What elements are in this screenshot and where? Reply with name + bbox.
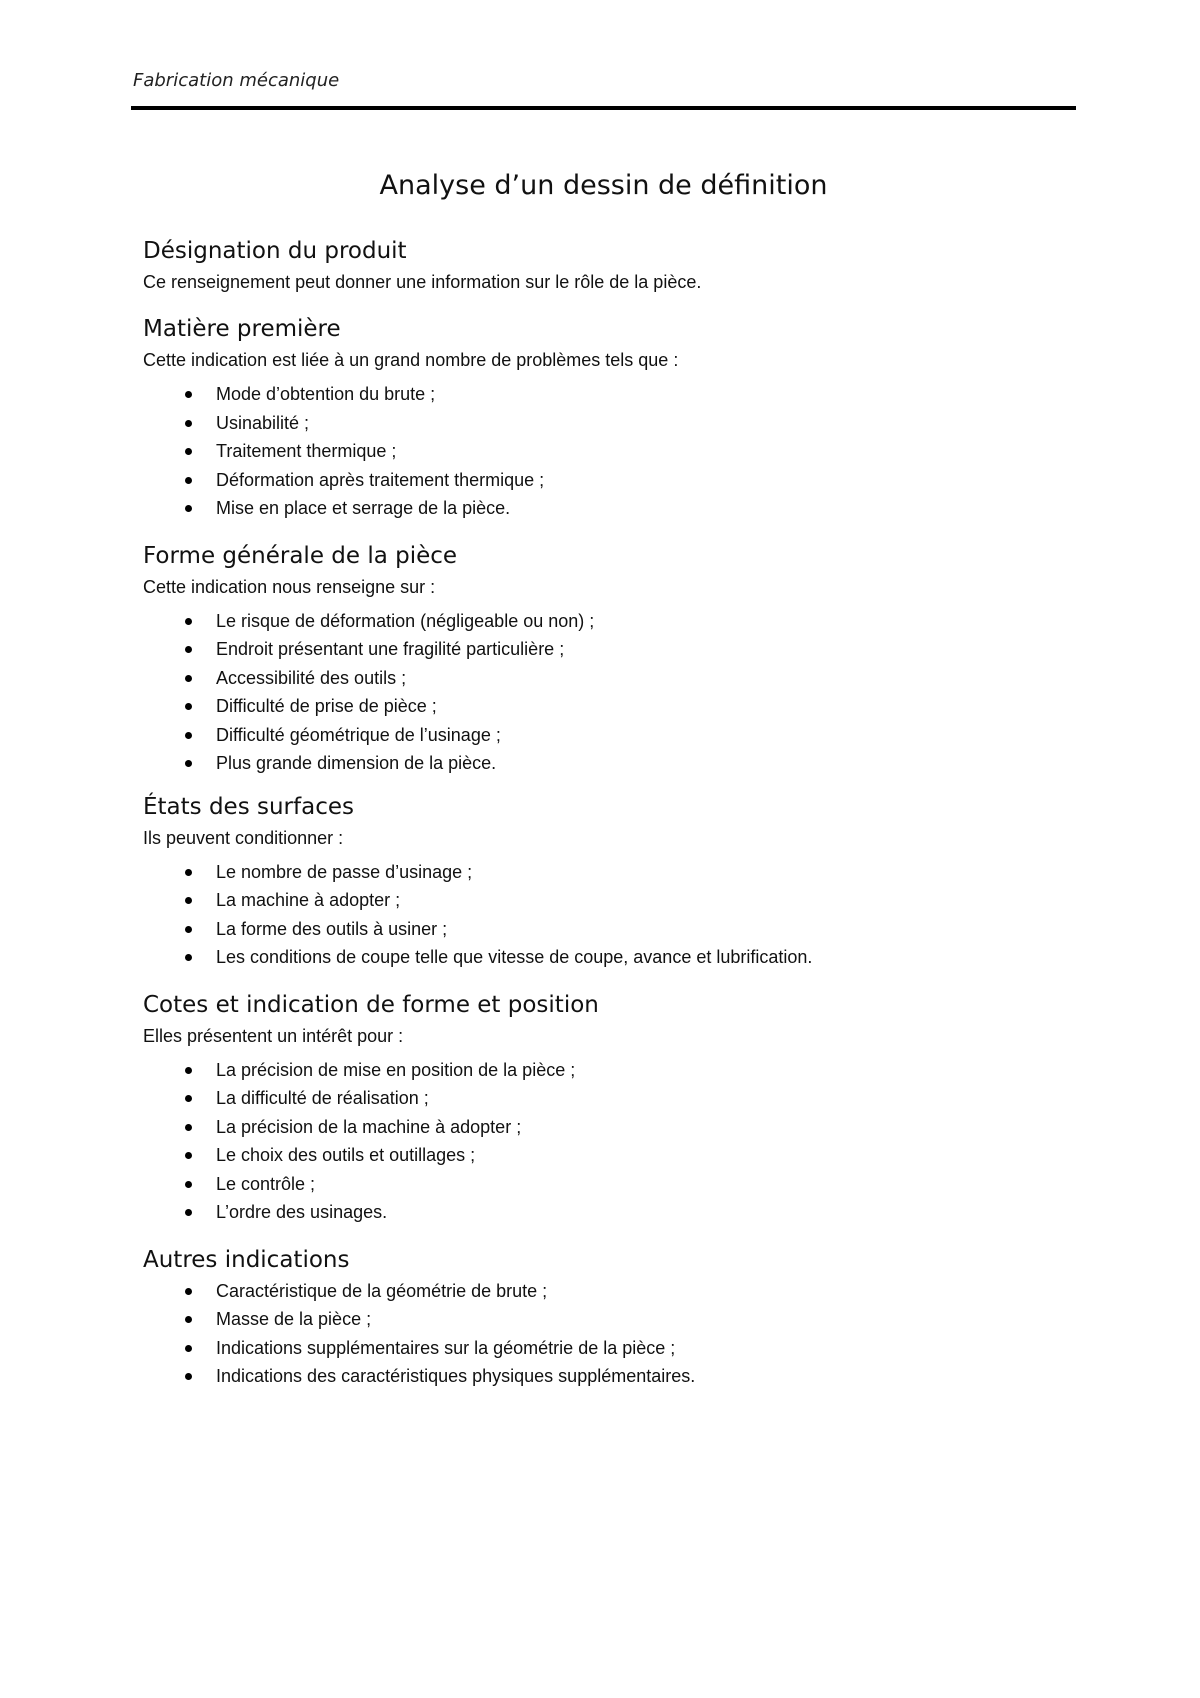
list-item [183,915,1073,944]
list-item [183,607,1073,636]
bullet-list [143,1277,1073,1391]
list-item [183,1198,1073,1227]
section-etats-surfaces [143,790,1073,972]
list-item-text: Traitement thermique ; [216,441,397,461]
bullet-list [143,1056,1073,1227]
list-item-text: Plus grande dimension de la pièce. [216,753,497,773]
section-designation [143,234,1073,296]
bullet-icon [185,448,192,455]
section-heading: Autres indications [143,1246,350,1273]
bullet-icon [185,505,192,512]
list-item-text: Indications des caractéristiques physiques supplémentaires. [216,1366,696,1386]
section-intro: Ils peuvent conditionner : [143,827,344,848]
bullet-icon [185,1152,192,1159]
bullet-icon [185,1316,192,1323]
list-item-text: Le contrôle ; [216,1173,316,1194]
section-heading: États des surfaces [143,793,354,820]
list-item [183,1113,1073,1142]
section-intro: Elles présentent un intérêt pour : [143,1025,404,1046]
list-item-text: Mode d’obtention du brute ; [216,384,436,404]
bullet-list [143,858,1073,972]
list-item-text: Endroit présentant une fragilité particulière ; [216,639,565,659]
bullet-icon [185,1209,192,1216]
list-item-text: Les conditions de coupe telle que vitesse de coupe, avance et lubrification. [216,947,813,967]
document-title: Analyse d’un dessin de définition [379,170,828,201]
bullet-icon [185,1288,192,1295]
bullet-icon [185,954,192,961]
bullet-icon [185,760,192,767]
list-item [183,437,1073,466]
bullet-icon [185,675,192,682]
bullet-icon [185,618,192,625]
bullet-icon [185,703,192,710]
bullet-icon [185,420,192,427]
list-item [183,664,1073,693]
list-item-text: La difficulté de réalisation ; [216,1088,429,1108]
list-item-text: Mise en place et serrage de la pièce. [216,498,511,518]
list-item [183,1305,1073,1334]
list-item-text: La forme des outils à usiner ; [216,918,448,939]
list-item [183,858,1073,887]
section-heading: Matière première [143,316,341,342]
list-item-text: Difficulté géométrique de l’usinage ; [216,724,501,745]
section-autres [143,1243,1073,1391]
bullet-icon [185,1095,192,1102]
bullet-icon [185,1373,192,1380]
list-item [183,1277,1073,1306]
list-item [183,721,1073,750]
bullet-icon [185,477,192,484]
list-item-text: La précision de mise en position de la pièce ; [216,1059,576,1080]
bullet-icon [185,646,192,653]
list-item-text: Caractéristique de la géométrie de brute ; [216,1280,548,1301]
section-matiere [143,312,1073,523]
list-item [183,409,1073,438]
bullet-icon [185,732,192,739]
list-item-text: Le nombre de passe d’usinage ; [216,861,473,882]
list-item-text: L’ordre des usinages. [216,1202,388,1222]
list-item-text: Le risque de déformation (négligeable ou non) ; [216,610,595,631]
running-header: Fabrication mécanique [133,70,340,91]
header-rule [131,106,1076,110]
list-item-text: Déformation après traitement thermique ; [216,469,545,490]
list-item [183,466,1073,495]
list-item [183,635,1073,664]
list-item [183,494,1073,523]
bullet-icon [185,1067,192,1074]
list-item [183,1056,1073,1085]
list-item-text: Indications supplémentaires sur la géométrie de la pièce ; [216,1337,676,1358]
document-body [143,234,1073,1391]
bullet-icon [185,926,192,933]
list-item-text: La machine à adopter ; [216,890,401,910]
list-item-text: Usinabilité ; [216,412,310,433]
list-item [183,1334,1073,1363]
list-item-text: La précision de la machine à adopter ; [216,1116,522,1137]
bullet-icon [185,1181,192,1188]
section-intro: Cette indication est liée à un grand nombre de problèmes tels que : [143,350,679,370]
list-item [183,380,1073,409]
bullet-list [143,380,1073,523]
bullet-icon [185,391,192,398]
list-item-text: Le choix des outils et outillages ; [216,1145,476,1165]
bullet-icon [185,869,192,876]
bullet-icon [185,897,192,904]
list-item [183,943,1073,972]
section-intro: Ce renseignement peut donner une information sur le rôle de la pièce. [143,272,702,292]
list-item-text: Difficulté de prise de pièce ; [216,696,437,716]
list-item [183,1084,1073,1113]
list-item [183,1362,1073,1391]
list-item [183,1141,1073,1170]
list-item [183,749,1073,778]
section-heading: Forme générale de la pièce [143,542,458,569]
section-intro: Cette indication nous renseigne sur : [143,576,436,597]
bullet-icon [185,1345,192,1352]
list-item-text: Accessibilité des outils ; [216,667,407,688]
list-item-text: Masse de la pièce ; [216,1309,372,1329]
bullet-list [143,607,1073,778]
list-item [183,692,1073,721]
section-heading: Désignation du produit [143,238,407,264]
list-item [183,1170,1073,1199]
section-heading: Cotes et indication de forme et position [143,991,599,1018]
section-forme-generale [143,539,1073,778]
bullet-icon [185,1124,192,1131]
section-cotes [143,988,1073,1227]
list-item [183,886,1073,915]
